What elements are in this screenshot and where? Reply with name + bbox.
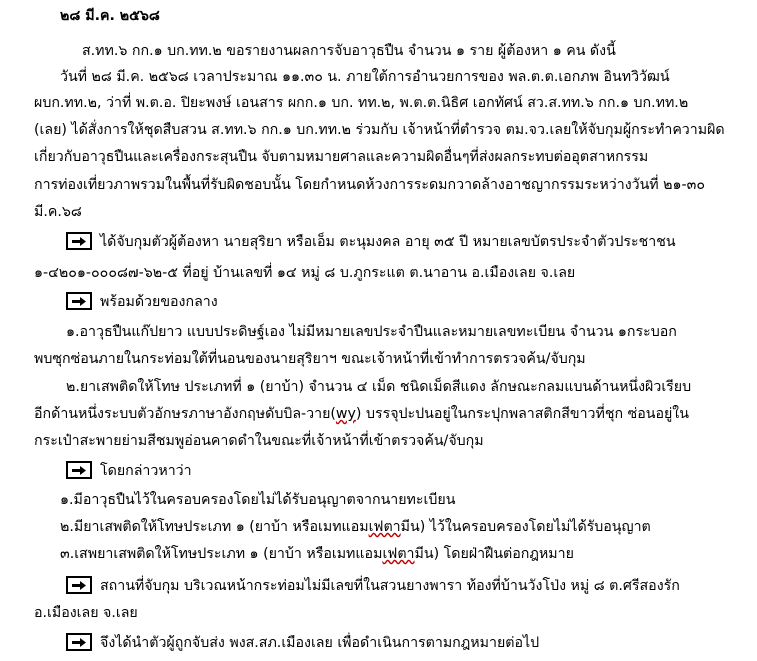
- evidence-heading: [66, 292, 218, 312]
- evidence-2-text-a: อีกด้านหนึ่งระบบตัวอักษรภาษาอังกฤษดับบิล-วาย(: [34, 406, 336, 422]
- arrow-right-icon: [66, 461, 92, 479]
- charge-2-text-b: มีน) ไว้ในครอบครองโดยไม่ได้รับอนุญาต: [400, 519, 651, 535]
- intro-line-5: เกี่ยวกับอาวุธปืนและเครื่องกระสุนปืน จับตามหมายศาลและความผิดอื่นๆที่ส่งผลกระทบต่ออุตสาหกรรม: [34, 149, 649, 165]
- intro-line-1: ส.ทท.๖ กก.๑ บก.ทท.๒ ขอรายงานผลการจับอาวุธปืน จำนวน ๑ ราย ผู้ต้องหา ๑ คน ดังนี้: [82, 43, 616, 59]
- intro-line-3: ผบก.ทท.๒, ว่าที่ พ.ต.อ. ปิยะพงษ์ เอนสาร ผกก.๑ บก. ทท.๒, พ.ต.ต.นิธิศ เอกทัศน์ สว.ส.ทท.๖ กก.๑ บก.ทท.๒: [34, 95, 689, 111]
- evidence-2-line-3: กระเป๋าสะพายย่ามสีชมพูอ่อนคาดดำในขณะที่เจ้าหน้าที่เข้าตรวจค้น/จับกุม: [34, 433, 484, 449]
- evidence-heading-label: พร้อมด้วยของกลาง: [100, 294, 218, 310]
- charge-heading-label: โดยกล่าวหาว่า: [100, 463, 192, 479]
- final-paragraph: [66, 633, 539, 653]
- evidence-1-line-2: พบซุกซ่อนภายในกระท่อมใต้ที่นอนของนายสุริยาฯ ขณะเจ้าหน้าที่เข้าทำการตรวจค้น/จับกุม: [34, 351, 586, 367]
- charge-2-text-w: เฟตา: [368, 519, 401, 535]
- charge-heading: [66, 461, 192, 481]
- intro-line-2: วันที่ ๒๘ มี.ค. ๒๕๖๘ เวลาประมาณ ๑๑.๓๐ น. ภายใต้การอำนวยการของ พล.ต.ต.เอกภพ อินทวิวัฒน์: [60, 69, 670, 85]
- charge-2: [60, 517, 651, 537]
- final-line: จึงได้นำตัวผู้ถูกจับส่ง พงส.สภ.เมืองเลย เพื่อดำเนินการตามกฎหมายต่อไป: [100, 635, 540, 651]
- arrow-right-icon: [66, 633, 92, 651]
- charge-3: [60, 544, 574, 564]
- place-line-1: สถานที่จับกุม บริเวณหน้ากระท่อมไม่มีเลขที่ในสวนยางพารา ท้องที่บ้านวังโป่ง หมู่ ๘ ต.ศรีสองรัก: [100, 578, 680, 594]
- document-date: ๒๘ มี.ค. ๒๕๖๘: [60, 8, 160, 24]
- arrow-right-icon: [66, 232, 92, 250]
- charge-3-text-w: เฟตา: [382, 546, 415, 562]
- intro-line-6: การท่องเที่ยวภาพรวมในพื้นที่รับผิดชอบนั้น โดยกำหนดห้วงการระดมกวาดล้างอาชญากรรมระหว่างวันที่ ๒๑-๓๐: [34, 177, 706, 193]
- place-paragraph: [66, 576, 680, 596]
- evidence-1-line-1: ๑.อาวุธปืนแก๊ปยาว แบบประดิษฐ์เอง ไม่มีหมายเลขประจำปืนและหมายเลขทะเบียน จำนวน ๑กระบอก: [66, 324, 677, 340]
- intro-line-4: (เลย) ได้สั่งการให้ชุดสืบสวน ส.ทท.๖ กก.๑ บก.ทท.๒ ร่วมกับ เจ้าหน้าที่ตำรวจ ตม.จว.เลยให้จับกุมผู้กระทำความผิด: [34, 122, 725, 138]
- arrest-line-1: ได้จับกุมตัวผู้ต้องหา นายสุริยา หรือเอ็ม ตะนุมงคล อายุ ๓๕ ปี หมายเลขบัตรประจำตัวประชาชน: [100, 234, 676, 250]
- charge-2-text-a: ๒.มียาเสพติดให้โทษประเภท ๑ (ยาบ้า หรือเมทแอม: [60, 519, 369, 535]
- evidence-2-text-b: ) บรรจุปะปนอยู่ในกระปุกพลาสติกสีขาวที่ชุก ซ่อนอยู่ใน: [355, 406, 689, 422]
- charge-1: ๑.มีอาวุธปืนไว้ในครอบครองโดยไม่ได้รับอนุญาตจากนายทะเบียน: [60, 492, 456, 508]
- arrest-paragraph: [66, 232, 676, 252]
- evidence-2-text-wy: wy: [335, 406, 356, 422]
- charge-3-text-a: ๓.เสพยาเสพติดให้โทษประเภท ๑ (ยาบ้า หรือเมทแอม: [60, 546, 383, 562]
- place-line-2: อ.เมืองเลย จ.เลย: [34, 605, 138, 621]
- arrest-line-2: ๑-๔๒๐๑-๐๐๐๘๗-๖๒-๕ ที่อยู่ บ้านเลขที่ ๑๔ หมู่ ๘ บ.ภูกระแต ต.นาอาน อ.เมืองเลย จ.เลย: [34, 265, 576, 281]
- charge-3-text-b: มีน) โดยฝ่าฝืนต่อกฎหมาย: [414, 546, 574, 562]
- arrow-right-icon: [66, 576, 92, 594]
- evidence-2-line-2: [34, 404, 689, 424]
- arrow-right-icon: [66, 292, 92, 310]
- evidence-2-line-1: ๒.ยาเสพติดให้โทษ ประเภทที่ ๑ (ยาบ้า) จำนวน ๔ เม็ด ชนิดเม็ดสีแดง ลักษณะกลมแบนด้านหนึ่งผิวเรียบ: [66, 379, 692, 395]
- intro-line-7: มี.ค.๖๘: [34, 204, 82, 220]
